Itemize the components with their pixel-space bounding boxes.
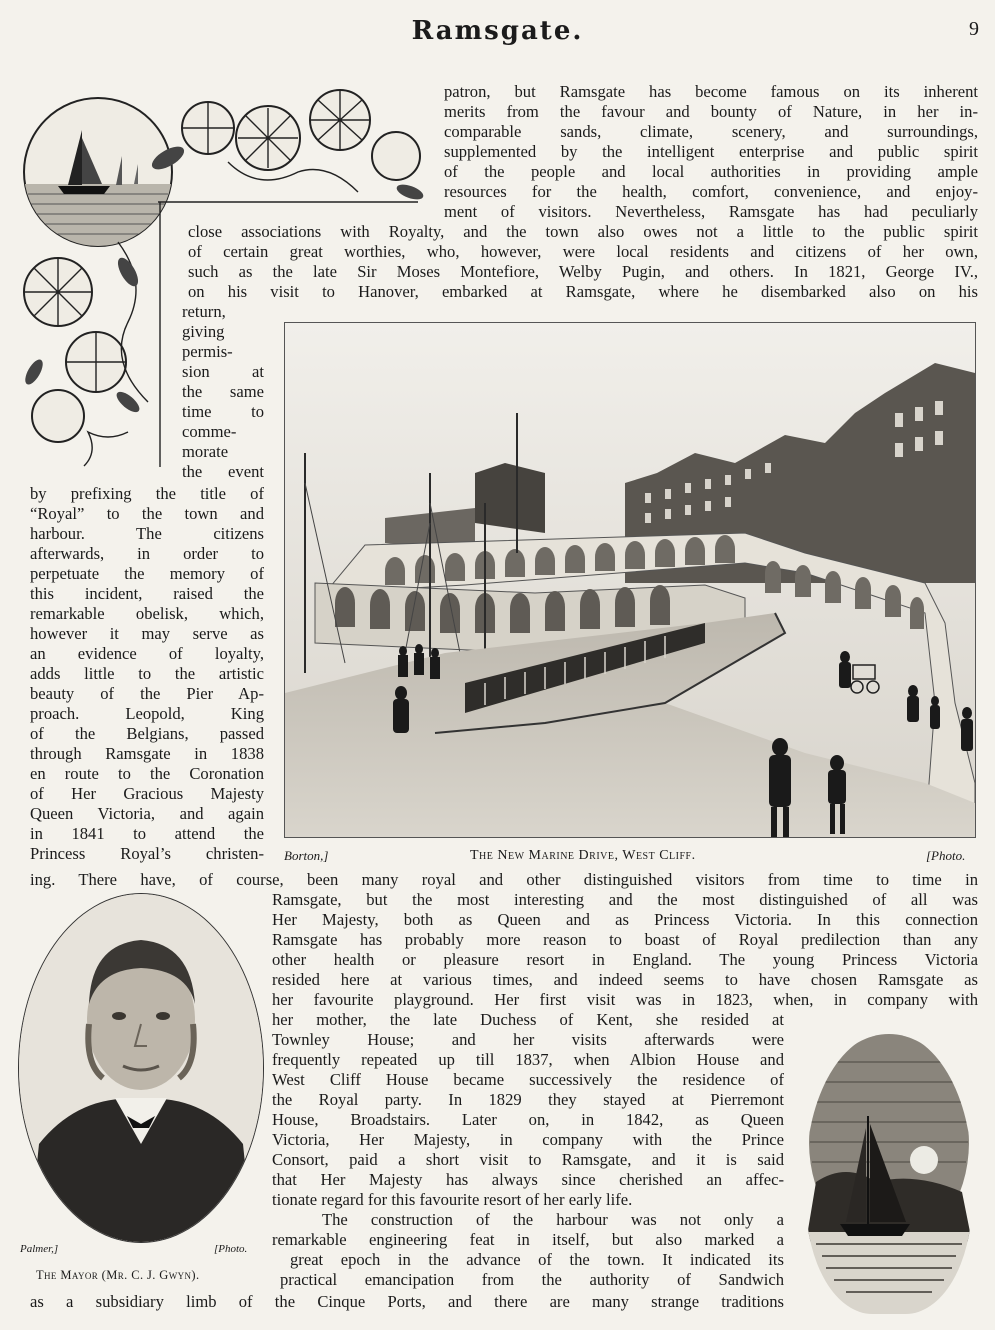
text-line: Her Majesty, both as Queen and as Princess Victoria. In this connection xyxy=(272,910,978,929)
text-line: patron, but Ramsgate has become famous on its inherent xyxy=(444,82,978,101)
text-line: an evidence of loyalty, xyxy=(30,644,264,663)
text-line: ment of visitors. Nevertheless, Ramsgate has had peculiarly xyxy=(444,202,978,221)
text-line: great epoch in the advance of the town. It indicated its xyxy=(290,1250,784,1269)
text-line: Ramsgate, but the most interesting and the most distinguished of all was xyxy=(272,890,978,909)
text-line: Townley House; and her visits afterwards were xyxy=(272,1030,784,1049)
text-line: en route to the Coronation xyxy=(30,764,264,783)
text-line: resources for the health, comfort, convenience, and enjoy- xyxy=(444,182,978,201)
text-line: giving xyxy=(182,322,225,341)
text-line: Consort, paid a short visit to Ramsgate, and it is said xyxy=(272,1150,784,1169)
text-line: proach. Leopold, King xyxy=(30,704,264,723)
text-line: comme- xyxy=(182,422,237,441)
text-line: House, Broadstairs. Later on, in 1842, as Queen xyxy=(272,1110,784,1129)
text-line: through Ramsgate in 1838 xyxy=(30,744,264,763)
page-header xyxy=(0,10,995,50)
text-line: tionate regard for this favourite resort of her early life. xyxy=(272,1190,633,1209)
text-line: West Cliff House became successively the residence of xyxy=(272,1070,784,1089)
text-line: adds little to the artistic xyxy=(30,664,264,683)
text-line: of the people and local authorities in providing ample xyxy=(444,162,978,181)
photo-credit-left: Borton,] xyxy=(284,848,329,863)
text-line: the event xyxy=(182,462,264,481)
text-line: sion at xyxy=(182,362,264,381)
text-line: of the Belgians, passed xyxy=(30,724,264,743)
photo-credit-right: [Photo. xyxy=(926,848,966,863)
text-line: Queen Victoria, and again xyxy=(30,804,264,823)
text-line: supplemented by the intelligent enterprise and public spirit xyxy=(444,142,978,161)
portrait-credit-left: Palmer,] xyxy=(20,1243,59,1255)
text-line: Princess Royal’s christen- xyxy=(30,844,264,863)
text-line: of certain great worthies, who, however, were local residents and citizens of her own, xyxy=(188,242,978,261)
text-line: afterwards, in order to xyxy=(30,544,264,563)
text-line: however it may serve as xyxy=(30,624,264,643)
text-line: beauty of the Pier Ap- xyxy=(30,684,264,703)
photo-illustration xyxy=(285,323,975,837)
text-line: ing. There have, of course, been many royal and other distinguished visitors from time to time in xyxy=(30,870,978,889)
sailboat-illustration xyxy=(806,1032,972,1314)
text-line: comparable sands, climate, scenery, and surroundings, xyxy=(444,122,978,141)
text-line: resided here at various times, and indeed seems to have chosen Ramsgate as xyxy=(272,970,978,989)
text-line: other health or pleasure resort in England. The young Princess Victoria xyxy=(272,950,978,969)
text-line: that Her Majesty has always since cherished an affec- xyxy=(272,1170,784,1189)
text-line: as a subsidiary limb of the Cinque Ports, and there are many strange traditions xyxy=(30,1292,784,1311)
running-head-title: Ramsgate. xyxy=(411,16,584,46)
text-line: “Royal” to the town and xyxy=(30,504,264,523)
mayor-portrait xyxy=(18,893,264,1243)
text-line: close associations with Royalty, and the town also owes not a little to the public spirit xyxy=(188,222,978,241)
text-line: return, xyxy=(182,302,226,321)
photo-caption-title: The New Marine Drive, West Cliff. xyxy=(470,848,696,863)
text-line: of Her Gracious Majesty xyxy=(30,784,264,803)
text-line: the Royal party. In 1829 they stayed at Pierremont xyxy=(272,1090,784,1109)
page-number: 9 xyxy=(969,18,979,40)
portrait-illustration xyxy=(19,894,263,1242)
text-line: by prefixing the title of xyxy=(30,484,264,503)
portrait-caption-title: The Mayor (Mr. C. J. Gwyn). xyxy=(36,1268,200,1282)
text-line: in 1841 to attend the xyxy=(30,824,264,843)
text-line: perpetuate the memory of xyxy=(30,564,264,583)
text-line: time to xyxy=(182,402,264,421)
text-line: this incident, raised the xyxy=(30,584,264,603)
text-line: morate xyxy=(182,442,229,461)
text-line: The construction of the harbour was not only a xyxy=(322,1210,784,1229)
text-line: Ramsgate has probably more reason to boast of Royal predilection than any xyxy=(272,930,978,949)
text-line: merits from the favour and bounty of Nature, in her in- xyxy=(444,102,978,121)
marine-drive-photograph xyxy=(284,322,976,838)
text-line: harbour. The citizens xyxy=(30,524,264,543)
text-line: remarkable engineering feat in itself, but also marked a xyxy=(272,1230,784,1249)
text-line: the same xyxy=(182,382,264,401)
portrait-credit-right: [Photo. xyxy=(214,1243,248,1255)
text-line: permis- xyxy=(182,342,233,361)
text-line: on his visit to Hanover, embarked at Ramsgate, where he disembarked also on his xyxy=(188,282,978,301)
text-line: frequently repeated up till 1837, when Albion House and xyxy=(272,1050,784,1069)
text-line: such as the late Sir Moses Montefiore, Welby Pugin, and others. In 1821, George IV., xyxy=(188,262,978,281)
text-line: practical emancipation from the authority of Sandwich xyxy=(280,1270,784,1289)
text-line: her mother, the late Duchess of Kent, she resided at xyxy=(272,1010,784,1029)
text-line: Victoria, Her Majesty, in company with the Prince xyxy=(272,1130,784,1149)
text-line: her favourite playground. Her first visit was in 1823, when, in company with xyxy=(272,990,978,1009)
text-line: remarkable obelisk, which, xyxy=(30,604,264,623)
sailboat-vignette xyxy=(806,1032,972,1314)
